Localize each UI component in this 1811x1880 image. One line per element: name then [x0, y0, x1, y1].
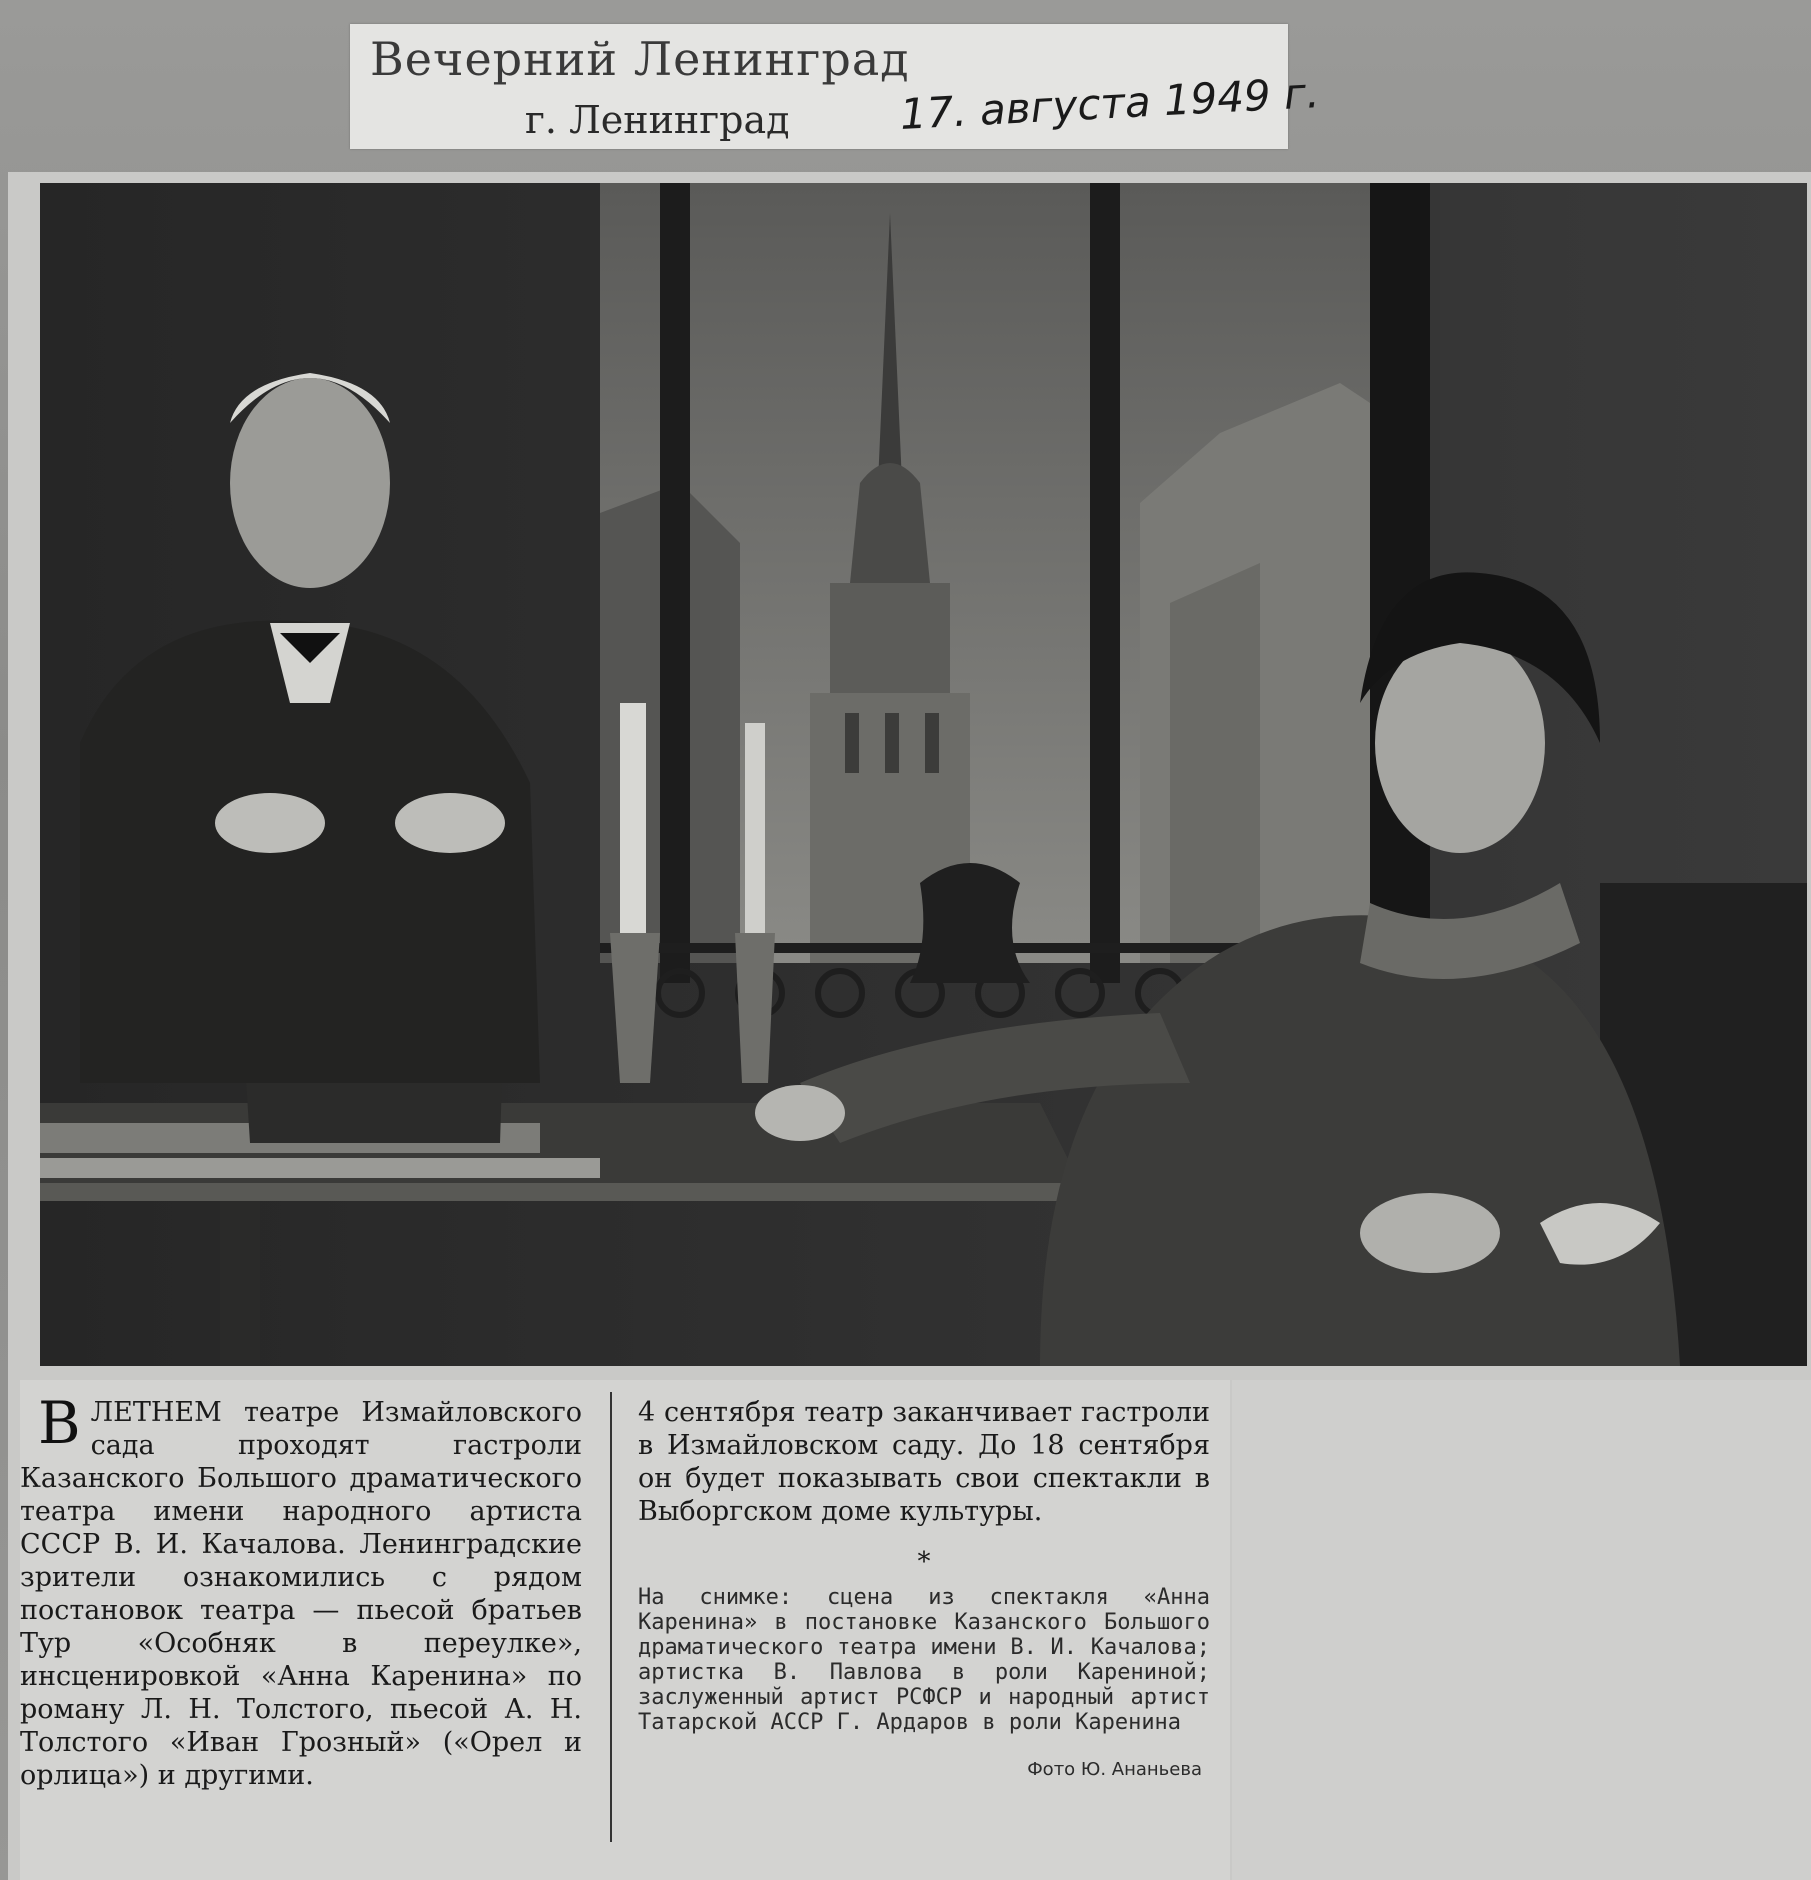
article-right-column: [638, 1396, 1210, 1786]
newspaper-header-label: [350, 24, 1321, 149]
photo-caption: На снимке: сцена из спектакля «Анна Каренина» в постановке Казанского Большого драматического театра имени В. И. Качалова; артистка В. Павлова в роли Карениной; заслуженный артист РСФСР и народный артист Татарской АССР Г. Ардаров в роли Каренина: [638, 1585, 1210, 1735]
handwritten-date: 17. августа 1949 г.: [898, 68, 1321, 139]
photo-credit: Фото Ю. Ананьева: [1027, 1759, 1202, 1780]
article-paragraph-1: ЛЕТНЕМ театре Измайловского сада проходят гастроли Казанского Большого драматического театра имени народного артиста СССР В. И. Качалова. Ленинградские зрители ознакомились с рядом постановок театра — пьесой братьев Тур «Особняк в переулке», инсценировкой «Анна Каренина» по роману Л. Н. Толстого, пьесой А. Н. Толстого «Иван Грозный» («Орел и орлица») и другими.: [20, 1397, 582, 1791]
dropcap-letter: В: [38, 1389, 81, 1457]
stage-scene-illustration: [40, 183, 1807, 1366]
article-left-column: [20, 1389, 582, 1792]
separator-star: *: [917, 1547, 931, 1577]
column-divider: [610, 1392, 612, 1842]
article-paragraph-2: 4 сентября театр заканчивает гастроли в Измайловском саду. До 18 сентября он будет показывать свои спектакли в Выборгском доме культуры.: [638, 1397, 1210, 1527]
blank-paper-area: [1232, 1380, 1811, 1880]
stage-photo: [40, 183, 1807, 1366]
newspaper-city: г. Ленинград: [525, 98, 790, 142]
article-text: [20, 1380, 1230, 1880]
newspaper-title: Вечерний Ленинград: [370, 32, 910, 86]
